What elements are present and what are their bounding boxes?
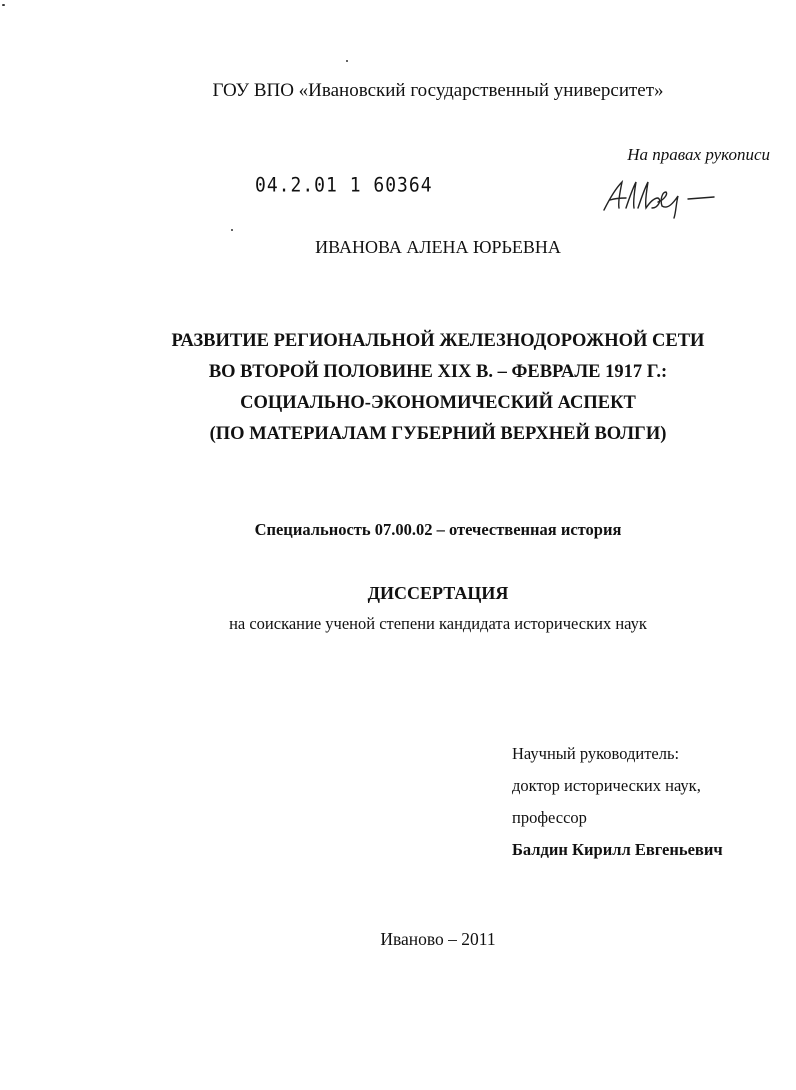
scan-speck [2, 4, 5, 6]
advisor-rank: профессор [512, 808, 587, 827]
advisor-label: Научный руководитель: [512, 744, 680, 763]
university-name: ГОУ ВПО «Ивановский государственный университет» [212, 80, 664, 101]
manuscript-note: На правах рукописи [627, 145, 770, 164]
title-line: СОЦИАЛЬНО-ЭКОНОМИЧЕСКИЙ АСПЕКТ [240, 393, 636, 413]
title-line: ВО ВТОРОЙ ПОЛОВИНЕ XIX В. – ФЕВРАЛЕ 1917 Г.: [208, 362, 668, 382]
title-line: РАЗВИТИЕ РЕГИОНАЛЬНОЙ ЖЕЛЕЗНОДОРОЖНОЙ СЕТИ [171, 331, 705, 351]
title-line: (ПО МАТЕРИАЛАМ ГУБЕРНИЙ ВЕРХНЕЙ ВОЛГИ) [209, 424, 667, 444]
signature-icon [592, 172, 722, 222]
advisor-block [512, 738, 782, 866]
degree-line: на соискание ученой степени кандидата исторических наук [229, 614, 647, 633]
dissertation-title [40, 326, 796, 450]
scan-speck [346, 60, 348, 62]
scan-speck [231, 229, 233, 231]
author-name: ИВАНОВА АЛЕНА ЮРЬЕВНА [315, 237, 561, 257]
document-type: ДИССЕРТАЦИЯ [367, 583, 509, 603]
specialty: Специальность 07.00.02 – отечественная история [254, 520, 622, 539]
advisor-degree: доктор исторических наук, [512, 776, 701, 795]
city-year: Иваново – 2011 [380, 929, 496, 949]
registration-code: 04.2.01 1 60364 [255, 173, 433, 198]
advisor-name: Балдин Кирилл Евгеньевич [512, 840, 723, 859]
